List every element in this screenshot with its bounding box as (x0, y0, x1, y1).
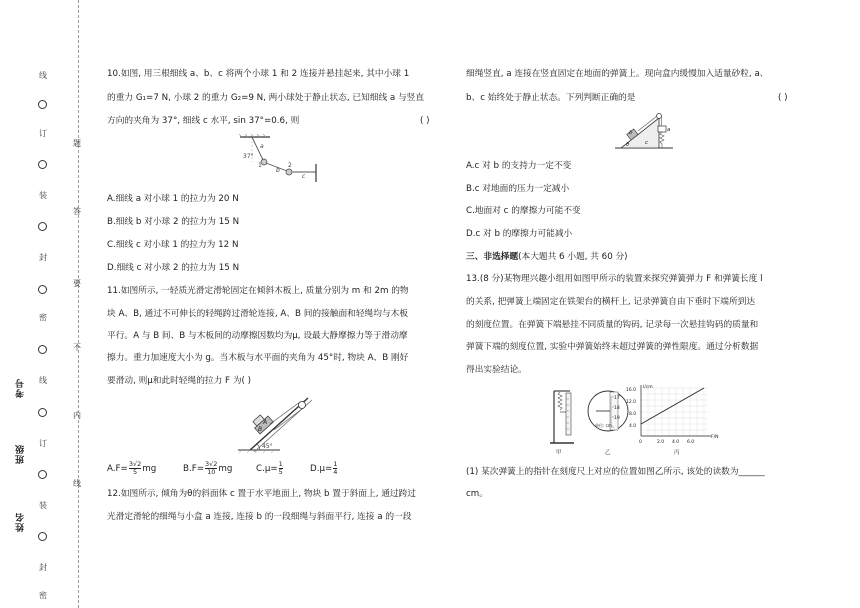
binding-hole-circle (38, 345, 47, 354)
q10-fig-label-ball1: 1 (258, 162, 262, 169)
q13-stem-line-5: 得出实验结论。 (466, 365, 527, 375)
q11-option-a-denominator: 5 (132, 468, 138, 476)
seal-char: 线 (39, 376, 47, 385)
q12-stem-line-3: 细绳竖直, a 连接在竖直固定在地面的弹簧上。现向盒内缓慢加入适量砂粒, a、 (466, 69, 769, 79)
q13-stem-line-1: 13.(8 分)某物理兴趣小组用如图甲所示的装置来探究弹簧弹力 F 和弹簧长度 l (466, 274, 763, 284)
q13-fig-x-axis-label: F/N (711, 435, 719, 440)
q11-fig-label-b: B (258, 426, 263, 433)
q10-stem-line-3: 方向的夹角为 37°, 细线 c 水平, sin 37°=0.6, 则 (107, 116, 300, 126)
q13-fig-apparatus (550, 391, 574, 456)
q12-option-d: D.c 对 b 的摩擦力可能减小 (466, 229, 573, 239)
q11-option-d-denominator: 4 (333, 468, 338, 476)
binding-hole-circle (38, 532, 47, 541)
q11-option-d-numerator: 1 (333, 460, 338, 468)
q13-fig-y-tick: 8.0 (629, 412, 637, 417)
class-label: 班级 (16, 444, 26, 464)
seal-char: 线 (39, 71, 47, 80)
q11-stem-line-1: 11.如图所示, 一轻质光滑定滑轮固定在倾斜木板上, 质量分别为 m 和 2m 的物 (107, 286, 409, 296)
q11-figure-incline-pulley (236, 392, 324, 454)
name-label: 姓名 (16, 512, 26, 532)
seal-char: 订 (39, 129, 47, 138)
q11-option-b-prefix: B.F= (183, 463, 204, 474)
q11-option-b-suffix: mg (218, 463, 233, 474)
binding-hole-circle (38, 285, 47, 294)
seal-char: 内 (73, 411, 81, 420)
q12-answer-paren: ( ) (778, 93, 788, 103)
q11-stem-line-4: 擦力。重力加速度大小为 g。当木板与水平面的夹角为 45°时, 物块 A、B 刚好 (107, 353, 409, 363)
seal-char: 线 (73, 479, 81, 488)
q13-fig-ruler-closeup (588, 391, 628, 456)
q12-stem-line-2: 光滑定滑轮的细绳与小盒 a 连接, 连接 b 的一段细绳与斜面平行, 连接 a 的一段 (107, 512, 412, 522)
q13-fig-graph (626, 384, 718, 456)
q11-option-d-prefix: D.μ= (310, 463, 333, 474)
q13-fig-x-tick: 6.0 (687, 440, 695, 445)
q12-figure-incline-box (615, 104, 675, 152)
q12-option-a: A.c 对 b 的支持力一定不变 (466, 161, 572, 171)
section-3-note: (本大题共 6 小题, 共 60 分) (518, 252, 628, 262)
q11-option-a (107, 461, 156, 476)
q13-fig-y-axis-label: l/cm (643, 385, 653, 390)
q10-fig-angle-label: 37° (243, 153, 254, 160)
seal-char: 题 (73, 139, 81, 148)
binding-hole-circle (38, 100, 47, 109)
q12-stem-line-1: 12.如图所示, 倾角为θ的斜面体 c 置于水平地面上, 物块 b 置于斜面上, 通过跨过 (107, 489, 416, 499)
q11-option-a-prefix: A.F= (107, 463, 128, 474)
q13-fig-y-tick: 16.0 (626, 388, 637, 393)
q11-option-d (310, 461, 338, 476)
q11-fig-angle-label: 45° (262, 443, 273, 450)
q10-option-c: C.细线 c 对小球 1 的拉力为 12 N (107, 240, 239, 250)
q11-option-c-denominator: 5 (278, 468, 283, 476)
q12-fig-label-theta: θ (626, 142, 630, 148)
q12-fig-label-c: c (645, 140, 649, 146)
seal-char: 密 (39, 591, 47, 600)
q10-option-d: D.细线 c 对小球 2 的拉力为 15 N (107, 263, 240, 273)
q10-fig-label-c: c (302, 173, 306, 180)
q11-stem-line-3: 平行。A 与 B 间、B 与木板间的动摩擦因数均为μ, 设最大静摩擦力等于滑动摩 (107, 331, 408, 341)
q11-option-a-suffix: mg (142, 463, 157, 474)
q11-option-b-numerator: 3√2 (205, 460, 218, 468)
q12-fig-label-b: b (629, 130, 633, 136)
section-3-heading (466, 251, 628, 263)
q13-stem-line-3: 的刻度位置。在弹簧下端悬挂不同质量的钩码, 记录每一次悬挂钩码的质量和 (466, 320, 759, 330)
q13-fig-y-tick: 12.0 (626, 400, 637, 405)
q13-fig-ruler-label-19: 19 (614, 416, 620, 421)
q13-fig-label-bing: 丙 (674, 450, 680, 456)
q11-option-c-numerator: 1 (278, 460, 283, 468)
q10-fig-label-b: b (276, 167, 280, 174)
q13-figure-spring-experiment (548, 383, 730, 457)
seal-char: 订 (39, 439, 47, 448)
q12-option-c: C.地面对 c 的摩擦力可能不变 (466, 206, 581, 216)
q10-option-a: A.细线 a 对小球 1 的拉力为 20 N (107, 194, 239, 204)
q12-option-b: B.c 对地面的压力一定减小 (466, 184, 570, 194)
q13-fig-x-tick: 0 (639, 440, 642, 445)
q13-fig-ruler-label-18: 18 (614, 406, 620, 411)
q13-fig-label-jia: 甲 (556, 450, 562, 456)
q10-figure-hanging-balls (232, 134, 324, 184)
binding-hole-circle (38, 160, 47, 169)
q11-fig-label-a: A (263, 419, 268, 426)
exam-number-label: 考号 (16, 378, 26, 398)
binding-hole-circle (38, 408, 47, 417)
seal-char: 密 (39, 313, 47, 322)
q12-fig-label-a: a (667, 127, 671, 133)
seal-char: 封 (39, 253, 47, 262)
seal-char: 封 (39, 563, 47, 572)
q13-sub-question-1: (1) 某次弹簧上的指针在刻度尺上对应的位置如图乙所示, 该处的读数为______ (466, 467, 765, 477)
seal-char: 要 (73, 279, 81, 288)
q11-option-c (256, 461, 284, 476)
q10-option-b: B.细线 b 对小球 2 的拉力为 15 N (107, 217, 240, 227)
q13-fig-ruler-unit: 单位: cm (595, 423, 612, 428)
q13-fig-x-tick: 4.0 (672, 440, 680, 445)
section-3-title: 三、非选择题 (466, 252, 519, 262)
seal-char: 装 (39, 501, 47, 510)
q10-fig-label-ball2: 2 (288, 162, 292, 169)
q10-answer-paren: ( ) (420, 116, 430, 126)
q10-stem-line-1: 10.如图, 用三根细线 a、b、c 将两个小球 1 和 2 连接并悬挂起来, 其中小球 1 (107, 69, 410, 79)
seal-char: 装 (39, 191, 47, 200)
q11-stem-line-5: 要滑动, 则μ和此时轻绳的拉力 F 为( ) (107, 376, 252, 386)
seal-char: 答 (73, 207, 81, 216)
binding-hole-circle (38, 470, 47, 479)
q13-fig-label-yi: 乙 (605, 450, 611, 456)
q10-stem-line-2: 的重力 G₁=7 N, 小球 2 的重力 G₂=9 N, 两小球处于静止状态, 已知细线 a 与竖直 (107, 93, 425, 103)
q11-option-b (183, 461, 232, 476)
q11-option-c-prefix: C.μ= (256, 463, 278, 474)
q13-fig-ruler-label-17: 17 (614, 396, 620, 401)
q11-stem-line-2: 块 A、B, 通过不可伸长的轻绳跨过滑轮连接, A、B 间的接触面和轻绳均与木板 (107, 309, 408, 319)
q11-option-b-denominator: 10 (207, 468, 216, 476)
q13-fig-x-tick: 2.0 (657, 440, 665, 445)
q10-fig-label-a: a (260, 143, 264, 150)
q13-stem-line-4: 弹簧下端的刻度位置, 实验中弹簧始终未超过弹簧的弹性限度。通过分析数据 (466, 342, 759, 352)
q13-stem-line-2: 的关系, 把弹簧上端固定在铁架台的横杆上, 记录弹簧自由下垂时下端所到达 (466, 297, 756, 307)
q13-fig-y-tick: 4.0 (629, 424, 637, 429)
binding-hole-circle (38, 222, 47, 231)
seal-char: 不 (73, 343, 81, 352)
q11-option-a-numerator: 3√2 (128, 460, 142, 468)
q13-sub-question-1-unit: cm。 (466, 489, 488, 499)
binding-dashed-line (78, 0, 79, 608)
q12-stem-line-4: b、c 始终处于静止状态。下列判断正确的是 (466, 93, 636, 103)
